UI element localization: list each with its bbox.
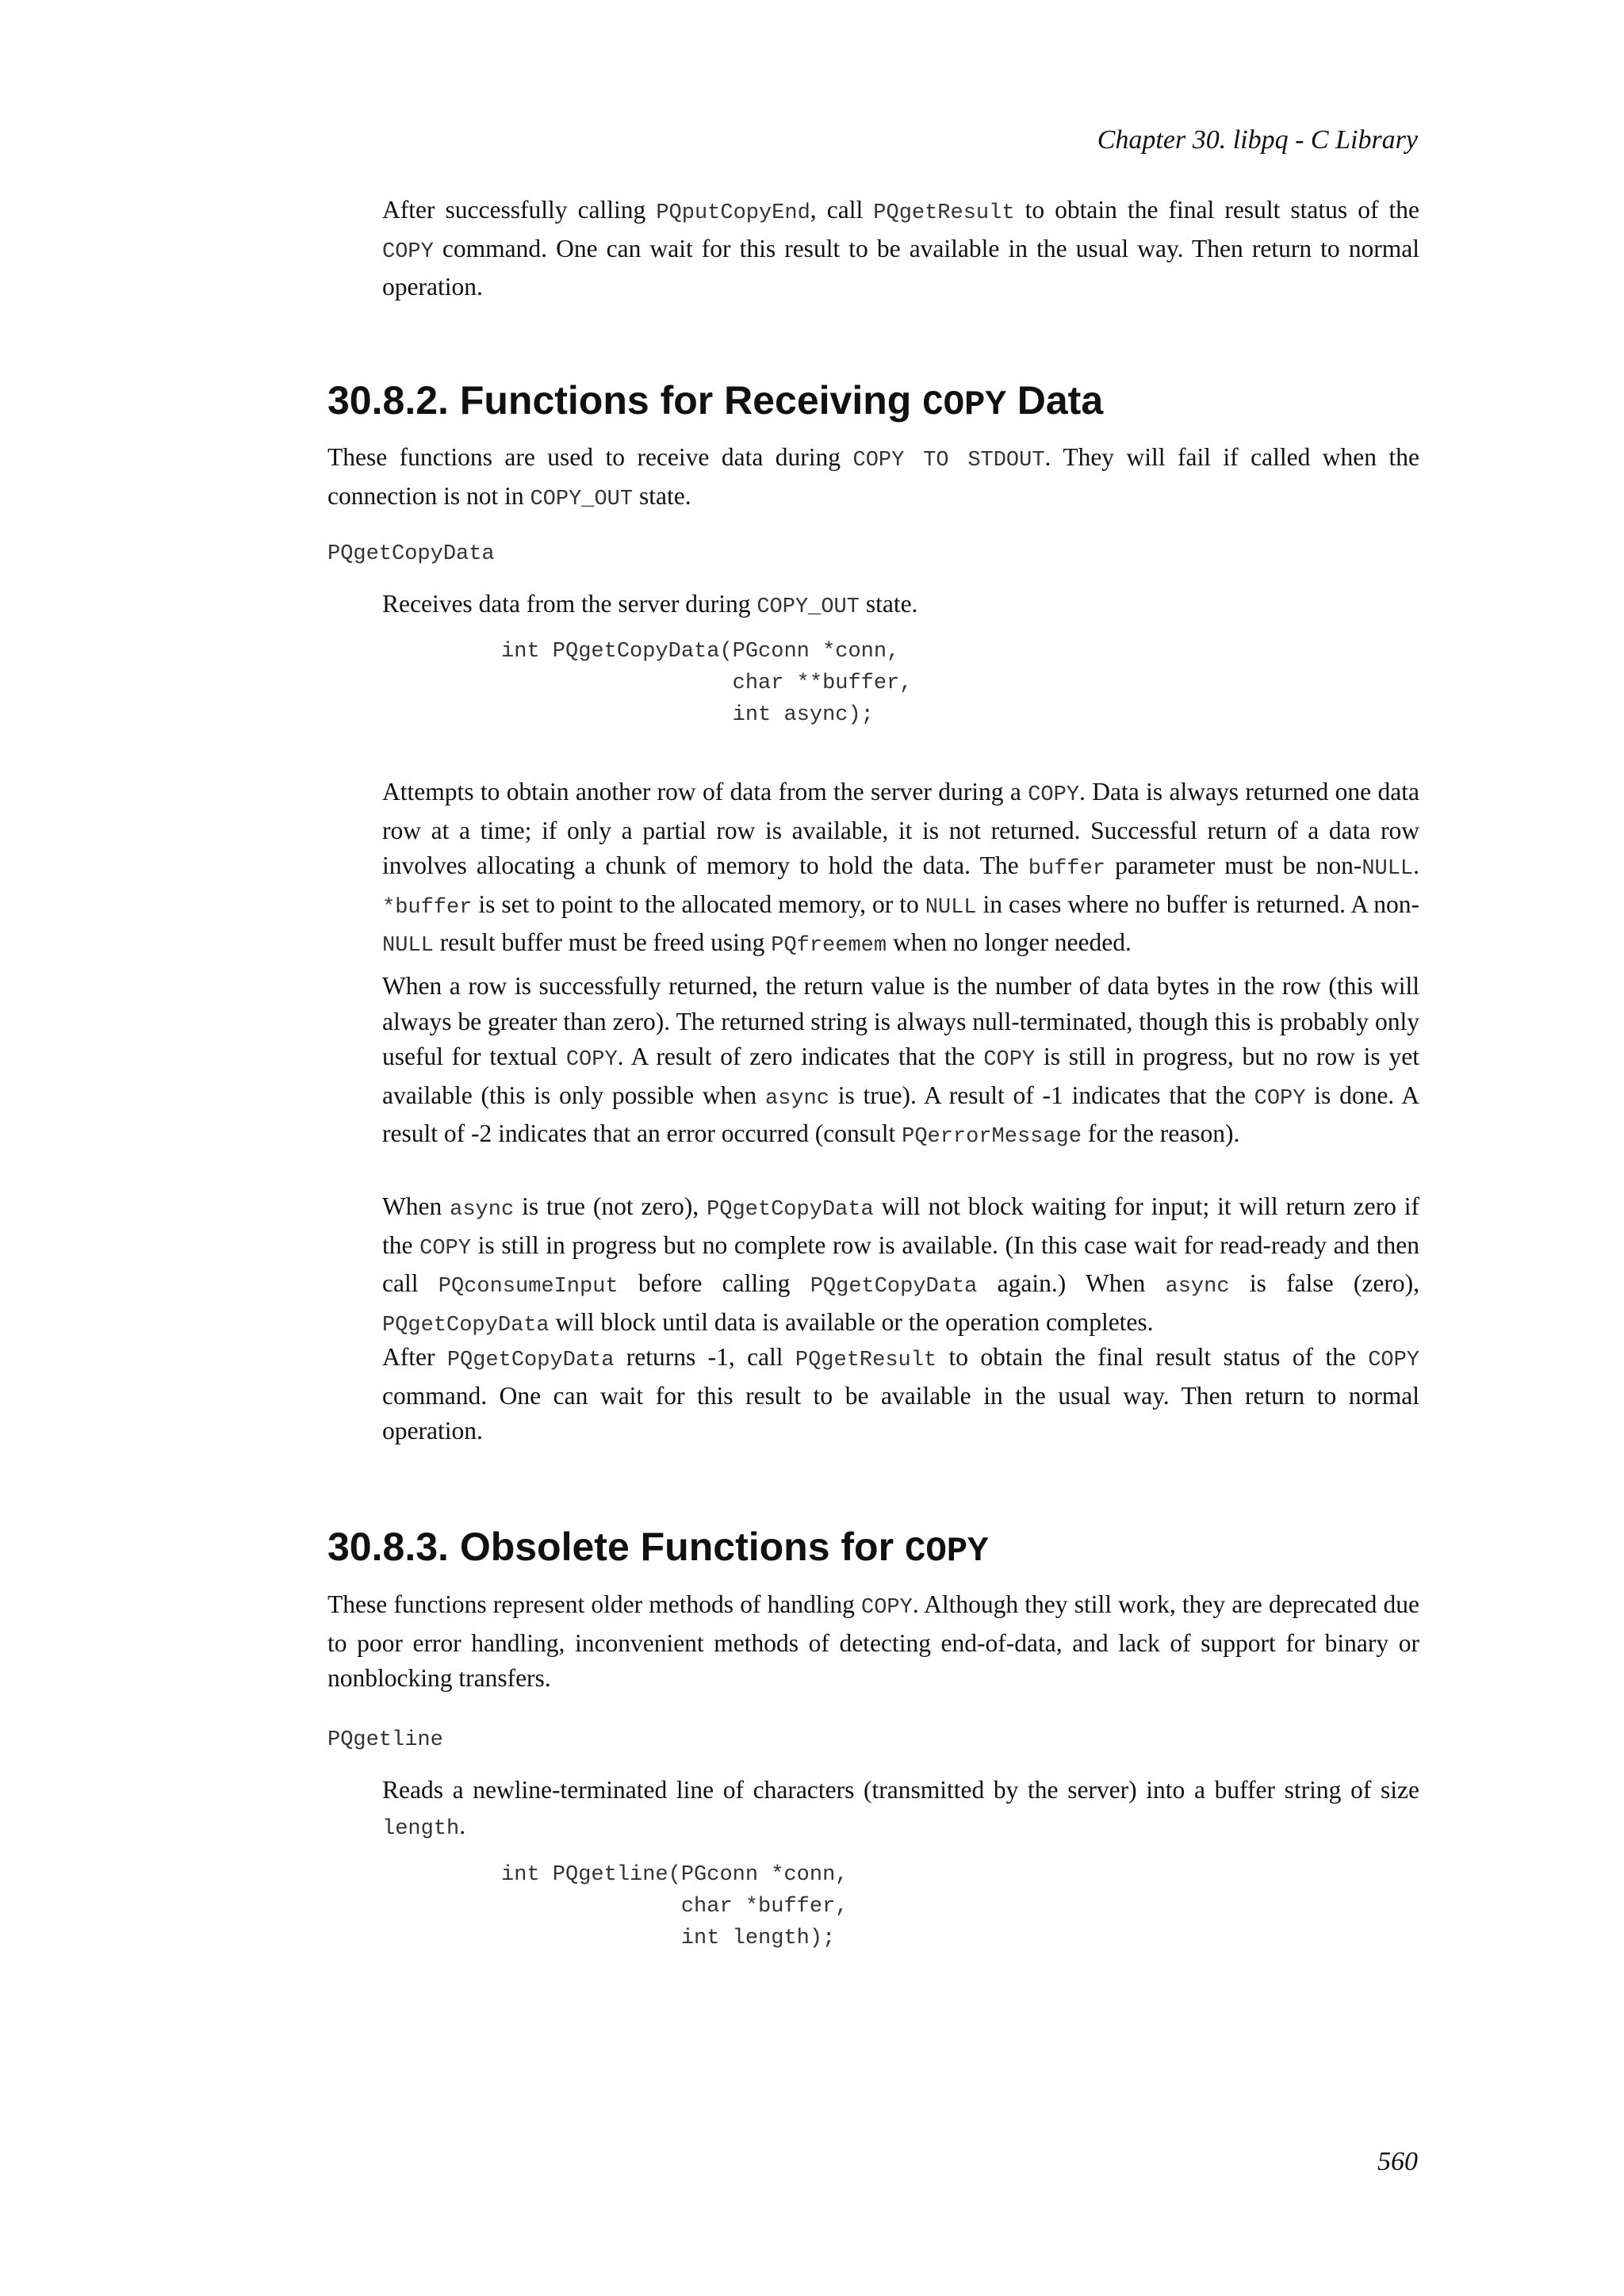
inline-code: COPY TO STDOUT — [852, 449, 1045, 473]
text-run: to obtain the final result status of the — [1014, 196, 1420, 224]
function-term-pqgetcopydata: PQgetCopyData — [327, 542, 495, 566]
text-run: Receives data from the server during — [382, 590, 757, 618]
text-run: These functions are used to receive data during — [327, 443, 853, 471]
text-run: to obtain the final result status of the — [936, 1343, 1369, 1371]
text-run: Reads a newline-terminated line of characters (transmitted by the server) into a buffer string of size — [382, 1776, 1419, 1804]
text-run: state. — [859, 590, 918, 618]
inline-code: COPY — [419, 1236, 471, 1261]
intro-paragraph — [382, 193, 1419, 305]
description-paragraph — [382, 775, 1419, 964]
text-run: command. One can wait for this result to be available in the usual way. Then return to normal operation. — [382, 234, 1419, 300]
inline-code: PQgetResult — [795, 1349, 937, 1372]
text-run: result buffer must be freed using — [433, 928, 772, 956]
inline-code: PQgetCopyData — [707, 1198, 874, 1222]
section-title: Obsolete Functions for — [459, 1525, 894, 1569]
function-synopsis: int PQgetCopyData(PGconn *conn, char **buffer, int async); — [501, 640, 913, 727]
text-run: , call — [810, 196, 874, 224]
inline-code: COPY — [565, 1048, 618, 1072]
text-run: for the reason). — [1081, 1119, 1240, 1147]
inline-code: PQfreemem — [771, 934, 887, 958]
text-run: will block until data is available or the operation completes. — [549, 1307, 1154, 1336]
text-run: before calling — [618, 1269, 810, 1297]
inline-code: PQgetCopyData — [446, 1349, 615, 1372]
inline-code: async — [764, 1086, 829, 1111]
inline-code: PQputCopyEnd — [656, 201, 810, 225]
section-intro-paragraph — [327, 440, 1419, 517]
text-run: Attempts to obtain another row of data from the server during a — [382, 778, 1028, 806]
function-term-pqgetline: PQgetline — [327, 1728, 443, 1752]
inline-code: PQerrorMessage — [902, 1125, 1082, 1149]
section-heading-obsolete — [327, 1524, 989, 1571]
description-paragraph — [382, 1189, 1419, 1343]
text-run: When a row is successfully returned, the return value is the number of data bytes in the row (this will always be greater than zero). The returned string is always null-terminated, though this is probably only useful for textual — [382, 972, 1419, 1070]
function-summary — [382, 1773, 1419, 1846]
inline-code: COPY — [861, 1596, 913, 1620]
text-run: . A result of zero indicates that the — [617, 1043, 984, 1070]
inline-code: async — [450, 1198, 515, 1222]
text-run: After successfully calling — [382, 196, 657, 224]
section-number: 30.8.2. — [327, 378, 449, 423]
inline-code: PQgetResult — [873, 201, 1015, 225]
description-paragraph — [382, 1340, 1419, 1449]
inline-code: length — [382, 1816, 460, 1841]
section-number: 30.8.3. — [327, 1525, 449, 1569]
text-run: . — [1413, 851, 1420, 879]
inline-code: COPY — [1028, 783, 1080, 807]
section-title: Functions for Receiving — [459, 378, 912, 423]
inline-code: COPY — [382, 239, 434, 264]
text-run: is false (zero), — [1229, 1269, 1419, 1297]
text-run: is set to point to the allocated memory, or to — [472, 890, 925, 918]
section-title-end: Data — [1017, 378, 1104, 423]
text-run: . Although they still work, they are deprecated due to poor error handling, inconvenient methods of detecting end-of-data, and lack of support for binary or nonblocking transfers. — [327, 1590, 1419, 1692]
inline-code: COPY_OUT — [530, 487, 634, 511]
text-run: is still in progress but no complete row is available. (In this case wait for read-ready and then call — [382, 1230, 1419, 1297]
text-run: will not block waiting for input; it will return zero if the — [382, 1192, 1419, 1259]
running-header: Chapter 30. libpq - C Library — [1097, 125, 1418, 155]
inline-code: COPY — [983, 1048, 1036, 1072]
text-run: parameter must be non- — [1105, 851, 1362, 879]
text-run: After — [382, 1343, 447, 1371]
inline-code: NULL — [382, 934, 434, 958]
text-run: These functions represent older methods of handling — [327, 1590, 862, 1618]
section-title-code: COPY — [904, 1532, 989, 1571]
inline-code: async — [1165, 1275, 1230, 1299]
function-synopsis: int PQgetline(PGconn *conn, char *buffer, int length); — [501, 1863, 848, 1950]
text-run: when no longer needed. — [887, 928, 1132, 956]
text-run: command. One can wait for this result to be available in the usual way. Then return to normal operation. — [382, 1381, 1419, 1445]
text-run: again.) When — [977, 1269, 1166, 1297]
text-run: is true). A result of -1 indicates that the — [829, 1081, 1254, 1109]
text-run: returns -1, call — [614, 1343, 795, 1371]
inline-code: PQgetCopyData — [382, 1313, 550, 1337]
text-run: is true (not zero), — [514, 1192, 707, 1220]
text-run: is still in progress, but no row is yet available (this is only possible when — [382, 1043, 1419, 1109]
text-run: . — [459, 1811, 466, 1839]
inline-code: NULL — [1362, 857, 1414, 881]
inline-code: *buffer — [382, 895, 473, 920]
page-number: 560 — [1377, 2147, 1418, 2176]
text-run: is done. A result of -2 indicates that an error occurred (consult — [382, 1081, 1419, 1147]
inline-code: COPY — [1368, 1349, 1419, 1372]
section-intro-paragraph — [327, 1587, 1419, 1697]
text-run: state. — [633, 481, 691, 510]
inline-code: PQgetCopyData — [810, 1275, 978, 1299]
inline-code: NULL — [925, 895, 977, 920]
description-paragraph — [382, 969, 1419, 1155]
text-run: . They will fail if called when the connection is not in — [327, 443, 1419, 510]
text-run: When — [382, 1192, 450, 1220]
inline-code: buffer — [1028, 857, 1105, 881]
section-title-code: COPY — [922, 385, 1006, 425]
section-heading-receiving — [327, 377, 1103, 425]
inline-code: COPY_OUT — [756, 595, 860, 619]
function-summary — [382, 587, 1419, 626]
inline-code: COPY — [1254, 1086, 1306, 1111]
inline-code: PQconsumeInput — [438, 1275, 619, 1299]
text-run: . Data is always returned one data row at a time; if only a partial row is available, it is not returned. Successful return of a data row involves allocating a chunk of memory to hold the data. The — [382, 778, 1419, 879]
text-run: in cases where no buffer is returned. A non- — [976, 890, 1419, 918]
